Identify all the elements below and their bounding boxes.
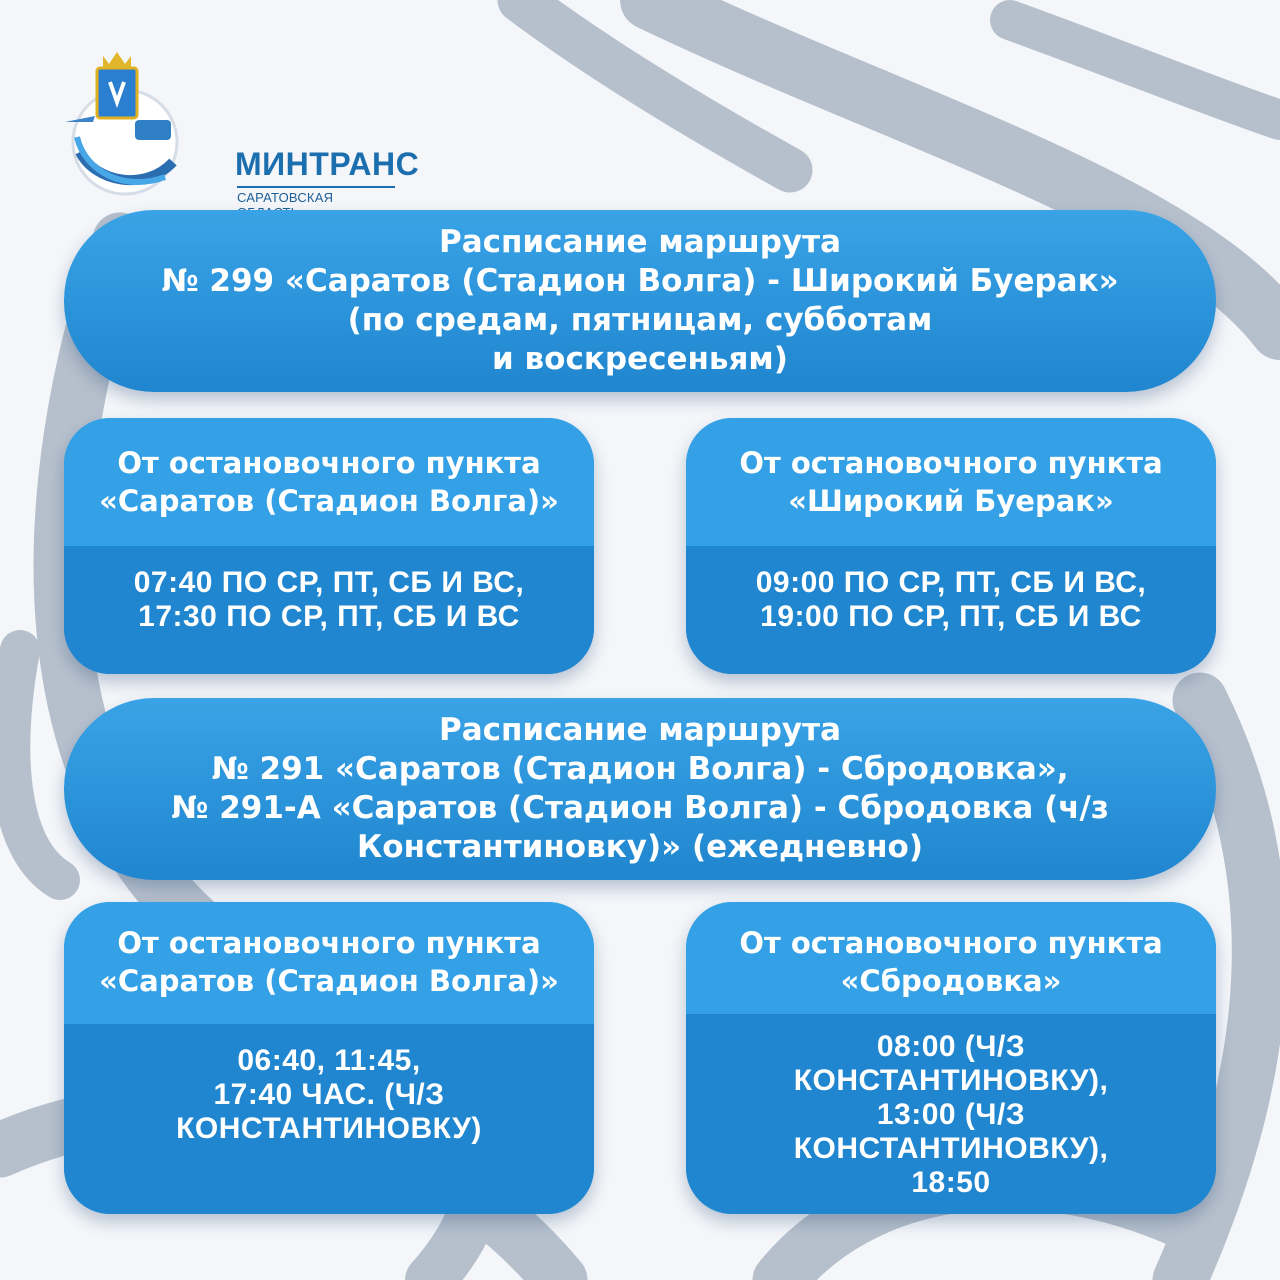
departure-time-line: 19:00 ПО СР, ПТ, СБ И ВС (760, 600, 1142, 633)
route-291-header-line: № 291-А «Саратов (Стадион Волга) - Сбродовка (ч/з (171, 790, 1109, 826)
stop-name-line: «Сбродовка» (840, 964, 1062, 998)
logo (55, 42, 420, 205)
departure-time-line: 06:40, 11:45, (237, 1044, 421, 1077)
logo-title: МИНТРАНС (235, 146, 420, 182)
departure-time-line: 08:00 (Ч/З (876, 1030, 1026, 1063)
route-299-card-saratov (64, 418, 594, 674)
departure-time-line: 13:00 (Ч/З (876, 1098, 1026, 1131)
departure-time-line: КОНСТАНТИНОВКУ), (793, 1064, 1109, 1097)
route-291-card-sbrodovka (686, 902, 1216, 1214)
route-291-header-line: № 291 «Саратов (Стадион Волга) - Сбродовка», (211, 751, 1069, 787)
route-299-header-line: № 299 «Саратов (Стадион Волга) - Широкий Буерак» (161, 263, 1119, 299)
stop-name-line: От остановочного пункта (739, 926, 1163, 960)
route-291-header (64, 698, 1216, 880)
stop-name-line: «Саратов (Стадион Волга)» (99, 484, 559, 518)
stop-name-line: От остановочного пункта (117, 926, 541, 960)
stop-name-line: От остановочного пункта (117, 446, 541, 480)
stop-name-line: От остановочного пункта (739, 446, 1163, 480)
route-291-header-line: Расписание маршрута (438, 712, 842, 748)
departure-time-line: КОНСТАНТИНОВКУ) (176, 1112, 482, 1145)
route-299-card-shirokiy-buerak (686, 418, 1216, 674)
route-299-header-line: (по средам, пятницам, субботам (347, 302, 933, 338)
departure-time-line: 17:40 ЧАС. (Ч/З (213, 1078, 445, 1111)
logo-subtitle: САРАТОВСКАЯ (237, 186, 395, 220)
route-299-header-line: и воскресеньям) (492, 341, 788, 377)
route-299-header-line: Расписание маршрута (438, 224, 842, 260)
departure-time-line: КОНСТАНТИНОВКУ), (793, 1132, 1109, 1165)
route-291-card-saratov (64, 902, 594, 1214)
departure-time-line: 09:00 ПО СР, ПТ, СБ И ВС, (755, 566, 1147, 599)
departure-time-line: 07:40 ПО СР, ПТ, СБ И ВС, (133, 566, 525, 599)
departure-time-line: 18:50 (911, 1166, 991, 1199)
stop-name-line: «Саратов (Стадион Волга)» (99, 964, 559, 998)
route-291-header-line: Константиновку)» (ежедневно) (356, 829, 924, 865)
route-299-header (64, 210, 1216, 392)
stop-name-line: «Широкий Буерак» (788, 484, 1114, 518)
departure-time-line: 17:30 ПО СР, ПТ, СБ И ВС (138, 600, 520, 633)
mintrans-emblem-icon (55, 42, 185, 202)
